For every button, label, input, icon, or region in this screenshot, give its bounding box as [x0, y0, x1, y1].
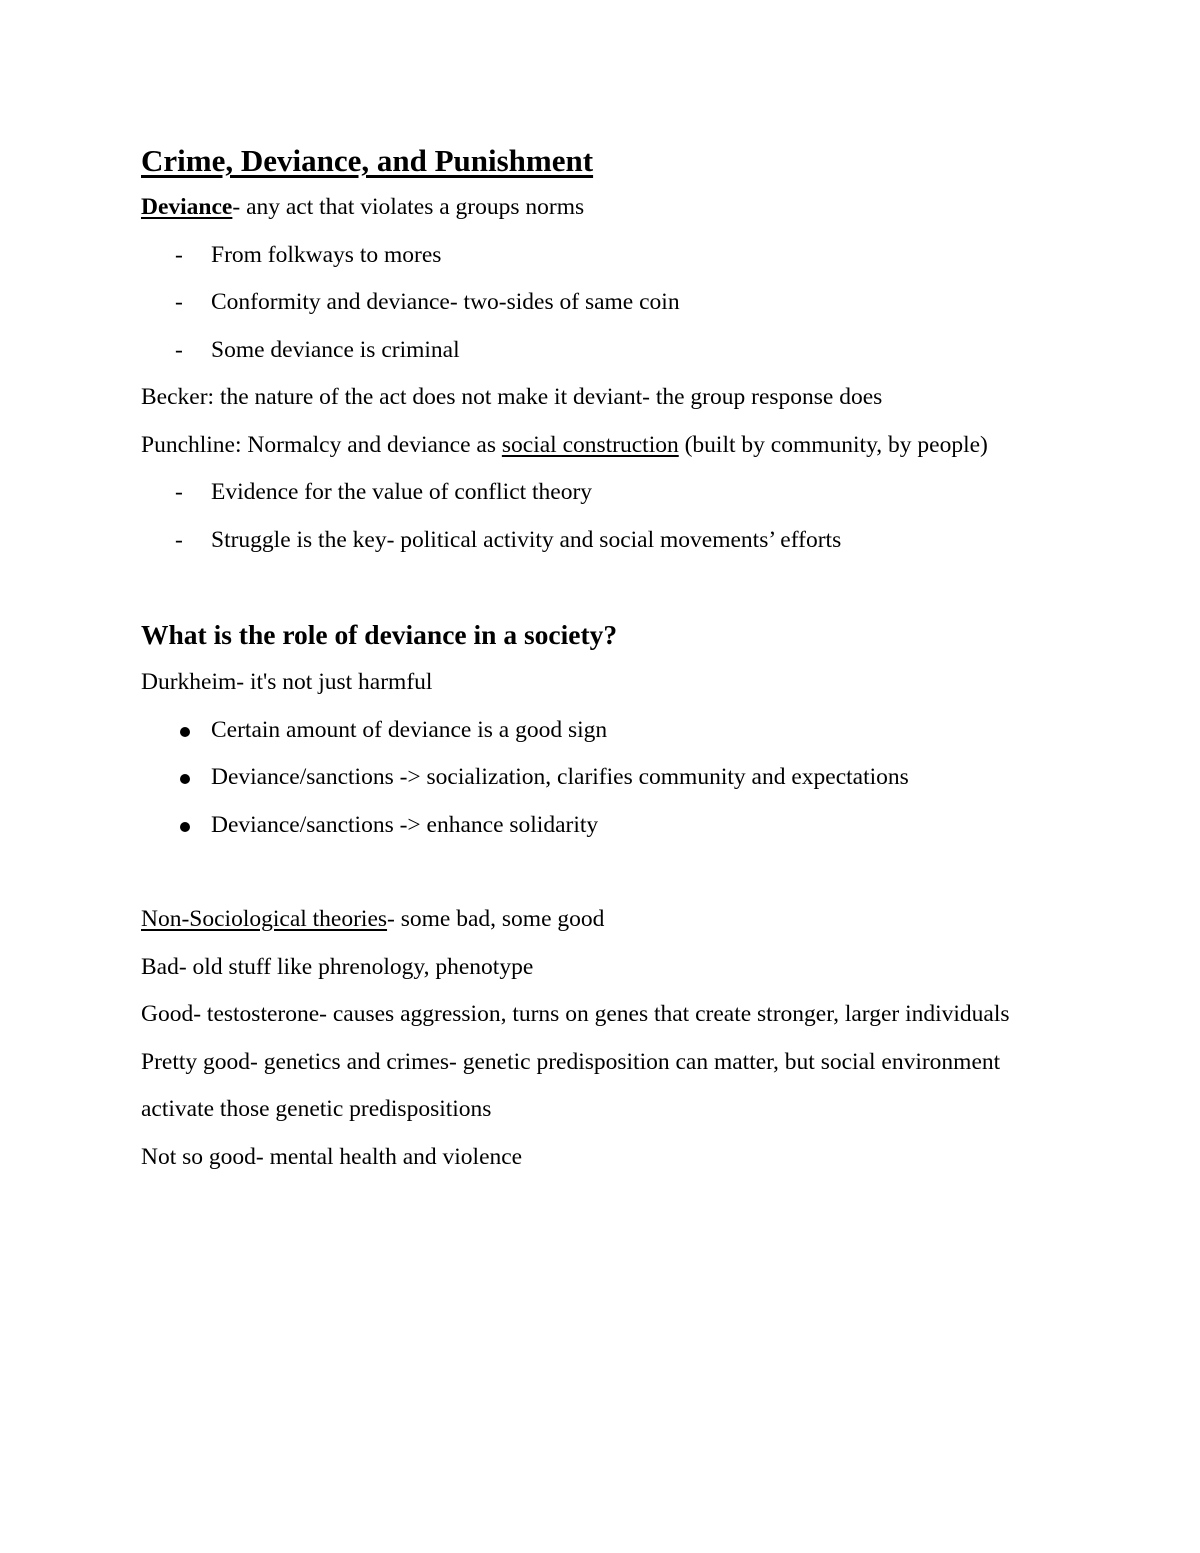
deviance-definition: [141, 184, 1061, 232]
nonsoc-line: [141, 896, 1061, 944]
punchline-paragraph: [141, 422, 1061, 470]
nonsoc-rest: - some bad, some good: [387, 906, 605, 932]
list-item: [141, 707, 1061, 755]
dash-marker: -: [175, 479, 183, 505]
page-title: Crime, Deviance, and Punishment: [141, 143, 594, 178]
spacer: [141, 849, 1061, 896]
social-construction-term: social construction: [501, 431, 679, 458]
list-item: [141, 469, 1061, 517]
pretty-good-line: Pretty good- genetics and crimes- genetic predisposition can matter, but social environment activate those genetic predispositions: [141, 1048, 1001, 1122]
bullet-dot-icon: [180, 822, 190, 832]
bullet-dot-icon: [180, 727, 190, 737]
not-so-good-line: Not so good- mental health and violence: [141, 1143, 523, 1170]
nonsoc-term: Non-Sociological theories: [141, 906, 388, 932]
list-item-text: From folkways to mores: [211, 241, 442, 268]
spacer: [141, 564, 1061, 611]
bullet-dot-icon: [180, 774, 190, 784]
list-item-text: Certain amount of deviance is a good sign: [211, 716, 608, 743]
good-line: Good- testosterone- causes aggression, turns on genes that create stronger, larger individuals: [141, 1001, 1010, 1027]
dash-marker: -: [175, 289, 183, 315]
bad-line: Bad- old stuff like phrenology, phenotype: [141, 953, 534, 980]
punchline-after: (built by community, by people): [678, 431, 988, 458]
dash-marker: -: [175, 336, 183, 363]
punchline-before: Punchline: Normalcy and deviance as: [141, 431, 502, 458]
list-item-text: Conformity and deviance- two-sides of same coin: [211, 289, 680, 315]
document-page: [141, 138, 1061, 1181]
list-item: [141, 327, 1061, 375]
durkheim-line: Durkheim- it's not just harmful: [141, 669, 433, 695]
deviance-definition-text: - any act that violates a groups norms: [232, 194, 585, 220]
dash-marker: -: [175, 241, 183, 268]
deviance-term: Deviance: [141, 194, 233, 220]
list-item: [141, 802, 1061, 850]
list-item-text: Deviance/sanctions -> socialization, clarifies community and expectations: [211, 764, 909, 790]
list-item: [141, 279, 1061, 327]
list-item-text: Deviance/sanctions -> enhance solidarity: [211, 811, 599, 838]
becker-line: Becker: the nature of the act does not make it deviant- the group response does: [141, 384, 883, 410]
list-item-text: Evidence for the value of conflict theory: [211, 479, 593, 505]
section-heading-role: What is the role of deviance in a society?: [141, 619, 618, 650]
list-item-text: Some deviance is criminal: [211, 336, 460, 363]
list-item: [141, 754, 1061, 802]
list-item-text: Struggle is the key- political activity and social movements’ efforts: [211, 526, 842, 553]
list-item: [141, 232, 1061, 280]
list-item: [141, 517, 1061, 565]
dash-marker: -: [175, 526, 183, 553]
